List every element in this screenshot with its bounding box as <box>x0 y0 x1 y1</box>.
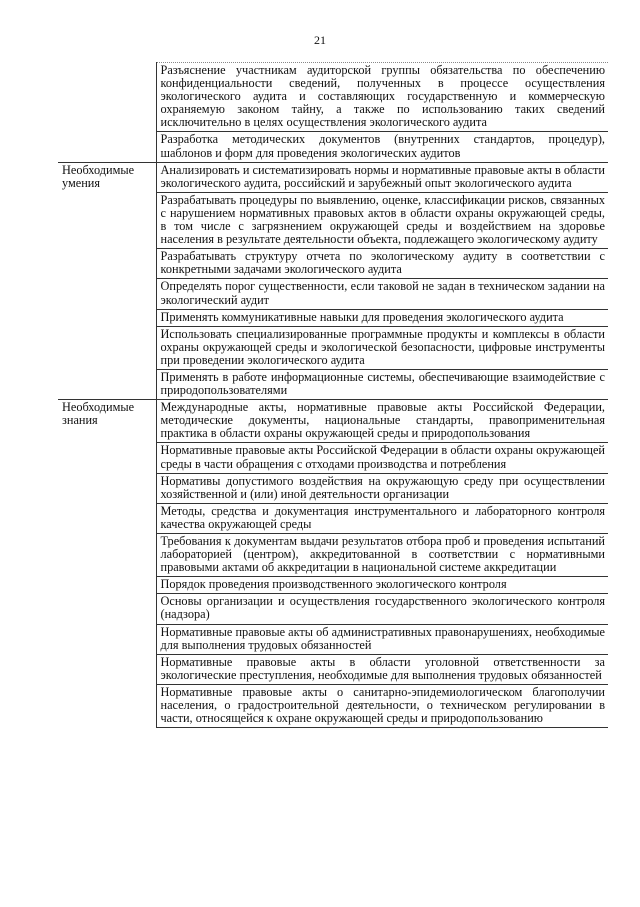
table-row <box>58 654 608 684</box>
table-row <box>58 369 608 399</box>
row-description: Методы, средства и документация инструментального и лабораторного контроля качества окружающей среды <box>156 503 608 533</box>
row-category-label <box>58 369 156 399</box>
row-category-label <box>58 473 156 503</box>
table-row <box>58 326 608 369</box>
page-number: 21 <box>314 33 326 47</box>
row-description: Применять в работе информационные системы, обеспечивающие взаимодействие с природопользователями <box>156 369 608 399</box>
row-description: Использовать специализированные программные продукты и комплексы в области охраны окружающей среды и экологической безопасности, цифровые инструменты при проведении экологического аудита <box>156 326 608 369</box>
row-category-label <box>58 684 156 727</box>
row-category-label <box>58 443 156 473</box>
row-description: Разработка методических документов (внутренних стандартов, процедур), шаблонов и форм для проведения экологических аудитов <box>156 132 608 162</box>
table-row <box>58 473 608 503</box>
table-row <box>58 63 608 132</box>
row-description: Нормативные правовые акты в области уголовной ответственности за экологические преступления, необходимые для выполнения трудовых обязанностей <box>156 654 608 684</box>
row-category-label <box>58 132 156 162</box>
table-row <box>58 192 608 248</box>
row-category-label <box>58 654 156 684</box>
row-category-label <box>58 503 156 533</box>
row-description: Разрабатывать структуру отчета по экологическому аудиту в соответствии с конкретными задачами экологического аудита <box>156 249 608 279</box>
competency-table <box>58 62 608 728</box>
table-row <box>58 279 608 309</box>
row-description: Нормативные правовые акты Российской Федерации в области охраны окружающей среды в части обращения с отходами производства и потребления <box>156 443 608 473</box>
table-row <box>58 162 608 192</box>
table-row <box>58 132 608 162</box>
row-description: Разрабатывать процедуры по выявлению, оценке, классификации рисков, связанных с нарушением нормативных правовых актов в области охраны окружающей среды, в том числе с загрязнением окружающей среды и воздействием на здоровье населения в результате деятельности объекта, подлежащего экологическому аудиту <box>156 192 608 248</box>
table-row <box>58 309 608 326</box>
row-description: Применять коммуникативные навыки для проведения экологического аудита <box>156 309 608 326</box>
row-description: Определять порог существенности, если таковой не задан в техническом задании на экологический аудит <box>156 279 608 309</box>
row-category-label <box>58 192 156 248</box>
row-description: Международные акты, нормативные правовые акты Российской Федерации, методические документы, национальные стандарты, правоприменительная практика в области охраны окружающей среды и природопользования <box>156 400 608 443</box>
row-category-label: Необходимые знания <box>58 400 156 443</box>
table-row <box>58 503 608 533</box>
row-category-label <box>58 594 156 624</box>
row-description: Нормативы допустимого воздействия на окружающую среду при осуществлении хозяйственной и (или) иной деятельности организации <box>156 473 608 503</box>
table-row <box>58 443 608 473</box>
row-category-label: Необходимые умения <box>58 162 156 192</box>
row-category-label <box>58 249 156 279</box>
row-description: Основы организации и осуществления государственного экологического контроля (надзора) <box>156 594 608 624</box>
table-row <box>58 684 608 727</box>
row-category-label <box>58 309 156 326</box>
row-description: Нормативные правовые акты о санитарно-эпидемиологическом благополучии населения, о градостроительной деятельности, о техническом регулировании в части, относящейся к охране окружающей среды и природопользованию <box>156 684 608 727</box>
table-row <box>58 400 608 443</box>
row-description: Разъяснение участникам аудиторской группы обязательства по обеспечению конфиденциальности сведений, полученных в процессе осуществления экологического аудита и составляющих государственную и коммерческую охраняемую законом тайну, а также по использованию таких сведений исключительно в целях осуществления экологического аудита <box>156 63 608 132</box>
table-row <box>58 577 608 594</box>
row-category-label <box>58 63 156 132</box>
row-category-label <box>58 279 156 309</box>
table-row <box>58 624 608 654</box>
table-row <box>58 594 608 624</box>
competency-table-body <box>58 63 608 728</box>
row-category-label <box>58 577 156 594</box>
table-row <box>58 249 608 279</box>
row-category-label <box>58 326 156 369</box>
row-description: Требования к документам выдачи результатов отбора проб и проведения испытаний лабораторией (центром), аккредитованной в соответствии с нормативными правовыми актами об аккредитации в национальной системе аккредитации <box>156 534 608 577</box>
table-row <box>58 534 608 577</box>
row-category-label <box>58 534 156 577</box>
row-description: Нормативные правовые акты об административных правонарушениях, необходимые для выполнения трудовых обязанностей <box>156 624 608 654</box>
row-description: Анализировать и систематизировать нормы и нормативные правовые акты в области экологического аудита, российский и зарубежный опыт экологического аудита <box>156 162 608 192</box>
row-description: Порядок проведения производственного экологического контроля <box>156 577 608 594</box>
row-category-label <box>58 624 156 654</box>
